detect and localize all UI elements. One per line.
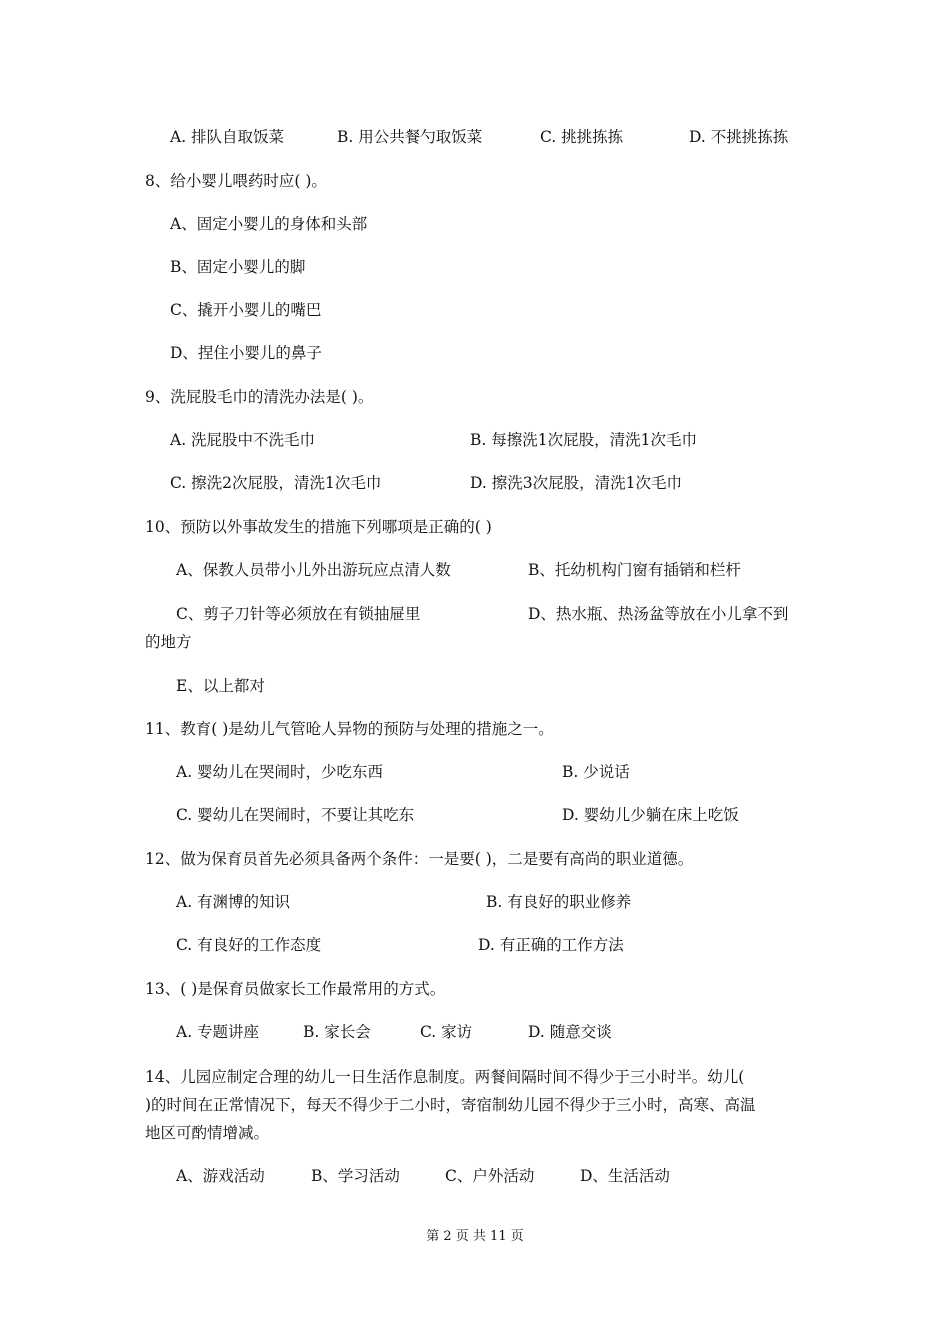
q10-option-a: A、保教人员带小儿外出游玩应点清人数: [176, 561, 451, 579]
q14-option-c: C、户外活动: [445, 1167, 535, 1185]
q12-option-b: B. 有良好的职业修养: [486, 893, 632, 911]
q7-option-c: C. 挑挑拣拣: [540, 128, 624, 146]
q13-option-b: B. 家长会: [303, 1023, 371, 1041]
q13-option-d: D. 随意交谈: [528, 1023, 612, 1041]
q13-option-c: C. 家访: [420, 1023, 473, 1041]
q12-option-d: D. 有正确的工作方法: [478, 936, 624, 954]
q11-option-a: A. 婴幼儿在哭闹时，少吃东西: [176, 763, 384, 781]
q8-option-c: C、撬开小婴儿的嘴巴: [170, 301, 322, 319]
q7-option-a: A. 排队自取饭菜: [170, 128, 285, 146]
q9-option-b: B. 每擦洗1次屁股，清洗1次毛巾: [470, 431, 697, 449]
q8-option-a: A、固定小婴儿的身体和头部: [170, 215, 368, 233]
q8-stem: 8、给小婴儿喂药时应( )。: [145, 172, 327, 190]
q8-option-d: D、捏住小婴儿的鼻子: [170, 344, 322, 362]
q10-option-e: E、以上都对: [176, 677, 265, 695]
q11-stem: 11、教育( )是幼儿气管呛人异物的预防与处理的措施之一。: [145, 720, 554, 738]
q7-option-d: D. 不挑挑拣拣: [689, 128, 789, 146]
q12-stem: 12、做为保育员首先必须具备两个条件：一是要( )，二是要有高尚的职业道德。: [145, 850, 694, 868]
q12-option-c: C. 有良好的工作态度: [176, 936, 322, 954]
q11-option-d: D. 婴幼儿少躺在床上吃饭: [562, 806, 739, 824]
page-number-footer: 第 2 页 共 11 页: [426, 1229, 524, 1244]
q9-option-a: A. 洗屁股中不洗毛巾: [170, 431, 316, 449]
q14-option-b: B、学习活动: [311, 1167, 400, 1185]
q14-option-d: D、生活活动: [580, 1167, 670, 1185]
q13-option-a: A. 专题讲座: [176, 1023, 260, 1041]
q14-stem-line-3: 地区可酌情增减。: [145, 1124, 270, 1142]
q9-option-c: C. 擦洗2次屁股，清洗1次毛巾: [170, 474, 382, 492]
q14-option-a: A、游戏活动: [176, 1167, 265, 1185]
q10-option-b: B、托幼机构门窗有插销和栏杆: [528, 561, 741, 579]
q13-stem: 13、( )是保育员做家长工作最常用的方式。: [145, 980, 446, 998]
q10-option-d-continued: 的地方: [145, 633, 192, 651]
q8-option-b: B、固定小婴儿的脚: [170, 258, 306, 276]
q10-option-d: D、热水瓶、热汤盆等放在小儿拿不到: [528, 605, 789, 623]
q9-option-d: D. 擦洗3次屁股，清洗1次毛巾: [470, 474, 682, 492]
q14-stem-line-2: )的时间在正常情况下，每天不得少于二小时，寄宿制幼儿园不得少于三小时，高寒、高温: [145, 1096, 756, 1114]
q10-option-c: C、剪子刀针等必须放在有锁抽屉里: [176, 605, 421, 623]
q12-option-a: A. 有渊博的知识: [176, 893, 291, 911]
q7-option-b: B. 用公共餐勺取饭菜: [337, 128, 483, 146]
q10-stem: 10、预防以外事故发生的措施下列哪项是正确的( ): [145, 518, 492, 536]
q9-stem: 9、洗屁股毛巾的清洗办法是( )。: [145, 388, 374, 406]
q11-option-c: C. 婴幼儿在哭闹时，不要让其吃东: [176, 806, 415, 824]
q14-stem-line-1: 14、儿园应制定合理的幼儿一日生活作息制度。两餐间隔时间不得少于三小时半。幼儿(: [145, 1068, 745, 1086]
q11-option-b: B. 少说话: [562, 763, 630, 781]
